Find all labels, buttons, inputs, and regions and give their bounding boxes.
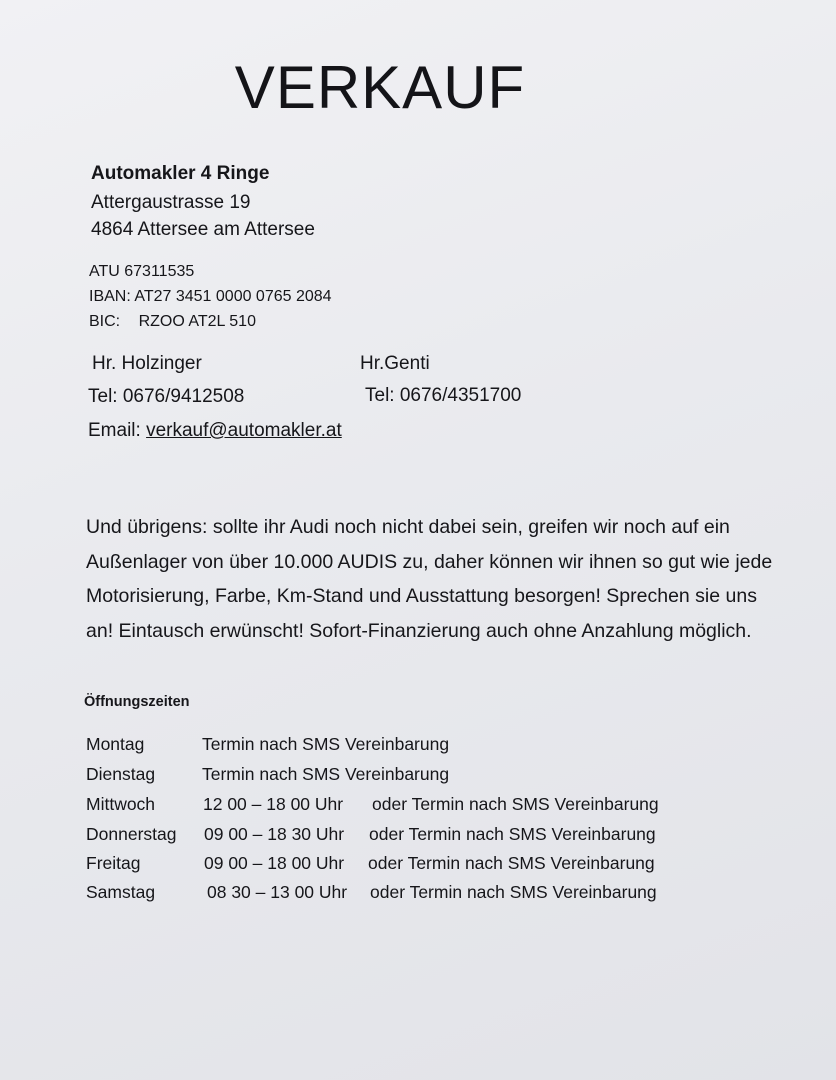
bic: [89, 313, 256, 331]
hours-time: 09 00 – 18 00 Uhr: [204, 853, 345, 873]
hours-note: oder Termin nach SMS Vereinbarung: [372, 794, 659, 814]
hours-time: Termin nach SMS Vereinbarung: [202, 764, 450, 784]
hours-day: Donnerstag: [86, 824, 177, 844]
contact-1-name: Hr. Holzinger: [92, 353, 202, 374]
hours-row-saturday: [0, 882, 836, 912]
hours-day: Montag: [86, 734, 145, 754]
hours-note: oder Termin nach SMS Vereinbarung: [369, 824, 656, 844]
hours-row-thursday: [0, 824, 836, 854]
bic-label: BIC:: [89, 313, 121, 330]
bic-value: RZOO AT2L 510: [138, 313, 256, 330]
address-street: Attergaustrasse 19: [91, 192, 251, 213]
hours-day: Samstag: [86, 882, 156, 902]
hours-time: 09 00 – 18 30 Uhr: [204, 824, 345, 844]
hours-note: oder Termin nach SMS Vereinbarung: [368, 853, 655, 873]
opening-hours-heading: Öffnungszeiten: [84, 694, 190, 710]
email-label: Email:: [88, 420, 141, 441]
hours-day: Dienstag: [86, 764, 156, 784]
hours-note: oder Termin nach SMS Vereinbarung: [370, 882, 657, 902]
hours-row-monday: [0, 734, 836, 764]
contact-2-phone: Tel: 0676/4351700: [365, 385, 522, 406]
contact-1-phone: Tel: 0676/9412508: [88, 386, 245, 407]
hours-row-tuesday: [0, 764, 836, 794]
hours-row-wednesday: [0, 794, 836, 824]
iban: IBAN: AT27 3451 0000 0765 2084: [89, 288, 332, 305]
email-line: [88, 420, 342, 442]
page-title: VERKAUF: [234, 54, 526, 121]
address-city: 4864 Attersee am Attersee: [91, 219, 315, 240]
hours-day: Mittwoch: [86, 794, 156, 814]
hours-time: 08 30 – 13 00 Uhr: [207, 882, 348, 902]
company-name: Automakler 4 Ringe: [91, 163, 270, 184]
vat-number: ATU 67311535: [89, 263, 195, 280]
info-paragraph: Und übrigens: sollte ihr Audi noch nicht dabei sein, greifen wir noch auf ein Außenlager von über 10.000 AUDIS zu, daher können wir ihnen so gut wie jede Motorisierung, Farbe, Km-Stand und Ausstattung besorgen! Sprechen sie uns an! Eintausch erwünscht! Sofort-Finanzierung auch ohne Anzahlung möglich.: [86, 516, 773, 642]
contact-2-name: Hr.Genti: [360, 353, 430, 374]
hours-time: Termin nach SMS Vereinbarung: [202, 734, 450, 754]
email-link[interactable]: verkauf@automakler.at: [146, 420, 342, 441]
hours-day: Freitag: [86, 853, 141, 873]
hours-time: 12 00 – 18 00 Uhr: [203, 794, 344, 814]
hours-row-friday: [0, 853, 836, 883]
